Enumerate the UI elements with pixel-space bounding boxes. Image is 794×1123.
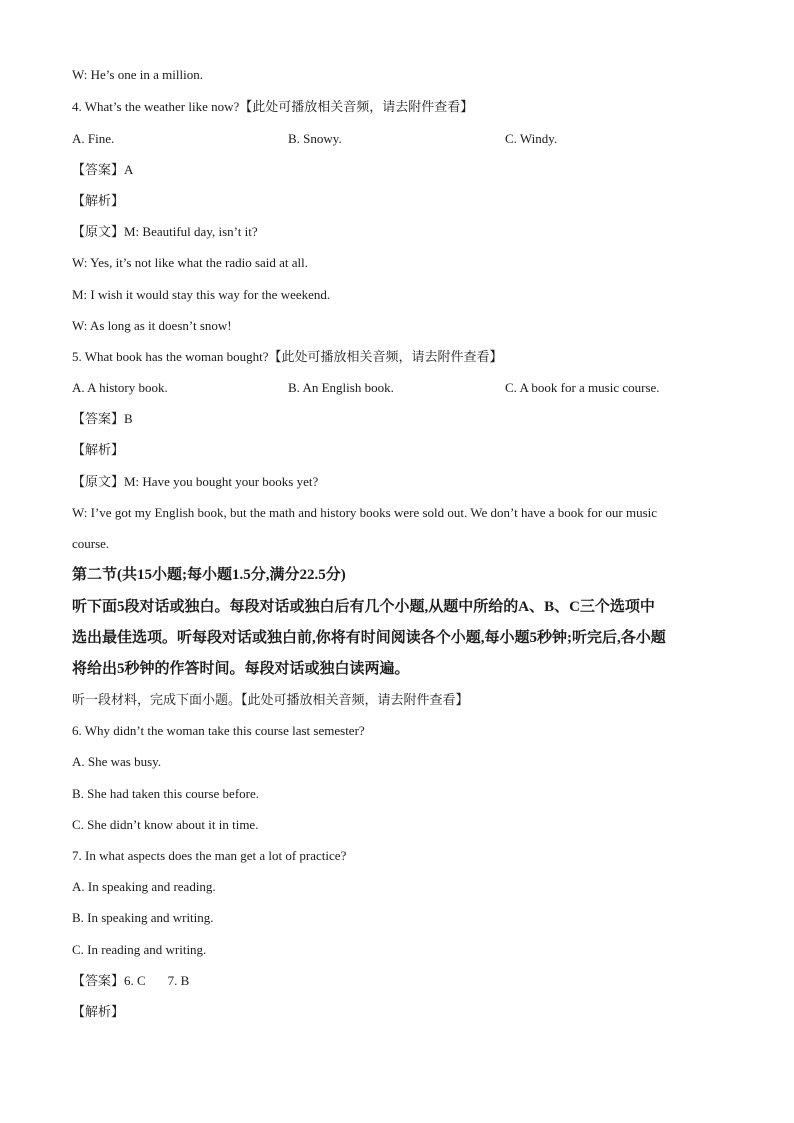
instruction-line: 将给出5秒钟的作答时间。每段对话或独白读两遍。 [72, 661, 410, 677]
instruction-line: 选出最佳选项。听每段对话或独白前,你将有时间阅读各个小题,每小题5秒钟;听完后,各小题 [72, 630, 666, 646]
answer-6: 【答案】6. C [72, 973, 146, 988]
answer-6-7 [72, 972, 189, 990]
q4-option-a: A. Fine. [72, 131, 115, 146]
q4-option-c: C. Windy. [505, 131, 558, 146]
q7-option-b: B. In speaking and writing. [72, 910, 214, 925]
transcript-line: 【原文】M: Have you bought your books yet? [72, 474, 319, 489]
section-heading: 第二节(共15小题;每小题1.5分,满分22.5分) [72, 567, 346, 583]
answer-7: 7. B [167, 973, 190, 988]
transcript-line-continued: course. [72, 536, 110, 551]
explanation-5: 【解析】 [72, 442, 125, 457]
transcript-line: W: I’ve got my English book, but the math and history books were sold out. We don’t have a book for our music [72, 505, 658, 520]
transcript-line: 【原文】M: Beautiful day, isn’t it? [72, 224, 258, 239]
q5-option-c: C. A book for a music course. [505, 380, 660, 395]
material-prompt: 听一段材料，完成下面小题。【此处可播放相关音频，请去附件查看】 [72, 692, 469, 707]
q5-option-a: A. A history book. [72, 380, 168, 395]
question-4: 4. What’s the weather like now?【此处可播放相关音频，请去附件查看】 [72, 99, 474, 114]
transcript-line: W: As long as it doesn’t snow! [72, 318, 232, 333]
question-6: 6. Why didn’t the woman take this course last semester? [72, 723, 365, 738]
q6-option-c: C. She didn’t know about it in time. [72, 817, 259, 832]
explanation-4: 【解析】 [72, 193, 125, 208]
q6-option-b: B. She had taken this course before. [72, 786, 260, 801]
q4-option-b: B. Snowy. [288, 131, 342, 146]
answer-4: 【答案】A [72, 162, 134, 177]
transcript-line: M: I wish it would stay this way for the weekend. [72, 287, 331, 302]
question-7: 7. In what aspects does the man get a lot of practice? [72, 848, 347, 863]
question-5: 5. What book has the woman bought?【此处可播放相关音频，请去附件查看】 [72, 349, 503, 364]
dialogue-line: W: He’s one in a million. [72, 67, 203, 82]
q5-option-b: B. An English book. [288, 380, 394, 395]
instruction-line: 听下面5段对话或独白。每段对话或独白后有几个小题,从题中所给的A、B、C三个选项中 [72, 599, 655, 615]
answer-5: 【答案】B [72, 411, 133, 426]
transcript-line: W: Yes, it’s not like what the radio said at all. [72, 255, 309, 270]
q7-option-a: A. In speaking and reading. [72, 879, 216, 894]
q7-option-c: C. In reading and writing. [72, 942, 207, 957]
q6-option-a: A. She was busy. [72, 754, 162, 769]
explanation-6-7: 【解析】 [72, 1004, 125, 1019]
